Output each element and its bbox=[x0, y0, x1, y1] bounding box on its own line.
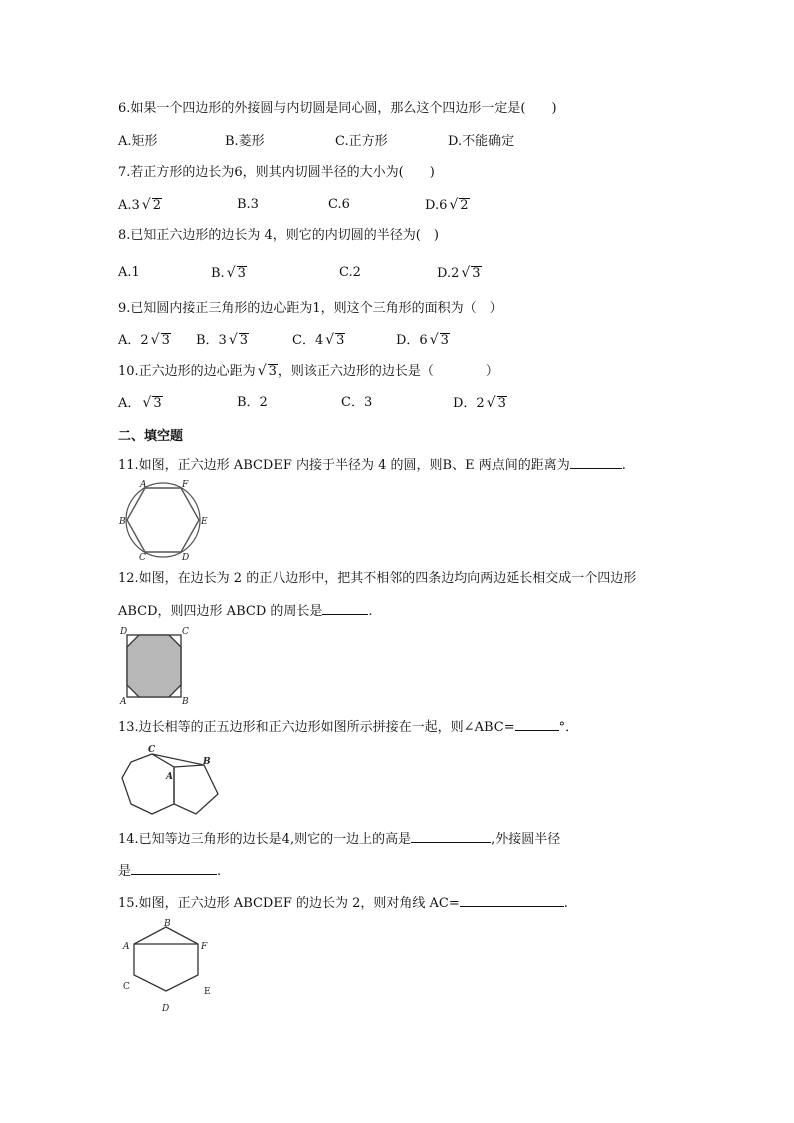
q12-label-a: A bbox=[120, 697, 127, 707]
q13-answer-blank[interactable] bbox=[515, 718, 559, 731]
q12-answer-blank[interactable] bbox=[322, 602, 368, 615]
q11-label-d: D bbox=[182, 553, 190, 563]
q10-option-a: A． √ 3 bbox=[118, 395, 162, 411]
q15-label-a: A bbox=[123, 942, 130, 952]
q7-option-d: D.6 √ 2 bbox=[425, 197, 469, 213]
q14-line2: 是 . bbox=[118, 864, 222, 879]
q6-option-c: C.正方形 bbox=[335, 134, 388, 149]
q9-option-b: B．3 √ 3 bbox=[196, 332, 249, 348]
q12-label-c: C bbox=[182, 627, 189, 637]
q6-stem: 6.如果一个四边形的外接圆与内切圆是同心圆，那么这个四边形一定是( ) bbox=[118, 101, 557, 116]
q12-figure bbox=[118, 626, 198, 706]
q7-stem: 7.若正方形的边长为6，则其内切圆半径的大小为( ) bbox=[118, 165, 435, 180]
q11-label-a: A bbox=[140, 480, 147, 490]
q8-option-d: D.2 √ 3 bbox=[437, 265, 481, 281]
q9-option-c: C．4 √ 3 bbox=[292, 332, 345, 348]
q7-option-c: C.6 bbox=[328, 197, 350, 212]
q7-option-b: B.3 bbox=[237, 197, 259, 212]
q11-stem: 11.如图，正六边形 ABCDEF 内接于半径为 4 的圆，则B、E 两点间的距离为 . bbox=[118, 458, 626, 473]
q8-option-c: C.2 bbox=[339, 265, 361, 280]
q11-label-b: B bbox=[119, 517, 126, 527]
q15-label-e: E bbox=[204, 987, 211, 997]
q6-option-d: D.不能确定 bbox=[448, 134, 515, 149]
q11-label-c: C bbox=[139, 553, 146, 563]
q10-option-b: B．2 bbox=[237, 395, 268, 410]
q12-label-d: D bbox=[120, 627, 128, 637]
q13-label-c: C bbox=[148, 745, 156, 755]
q11-label-e: E bbox=[201, 517, 208, 527]
q15-label-c: C bbox=[123, 982, 130, 992]
q8-option-b: B. √ 3 bbox=[211, 265, 246, 281]
q13-figure bbox=[118, 742, 228, 817]
q10-option-d: D．2 √ 3 bbox=[453, 395, 506, 411]
q14-line1: 14.已知等边三角形的边长是4,则它的一边上的高是 ,外接圆半径 bbox=[118, 832, 561, 847]
q15-figure bbox=[118, 918, 218, 1018]
q9-stem: 9.已知圆内接正三角形的边心距为1，则这个三角形的面积为（ ） bbox=[118, 301, 503, 316]
q14-height-blank[interactable] bbox=[411, 830, 491, 843]
q12-line1: 12.如图，在边长为 2 的正八边形中，把其不相邻的四条边均向两边延长相交成一个四边形 bbox=[118, 571, 637, 586]
q7-option-a: A.3 √ 2 bbox=[118, 197, 161, 213]
q15-label-f: F bbox=[201, 942, 208, 952]
q11-label-f: F bbox=[182, 480, 189, 490]
q9-option-a: A．2 √ 3 bbox=[118, 332, 170, 348]
q12-label-b: B bbox=[182, 697, 189, 707]
q13-stem: 13.边长相等的正五边形和正六边形如图所示拼接在一起，则∠ABC= °． bbox=[118, 720, 579, 735]
q10-option-c: C．3 bbox=[341, 395, 373, 410]
q15-stem: 15.如图，正六边形 ABCDEF 的边长为 2，则对角线 AC= . bbox=[118, 896, 568, 911]
q6-option-a: A.矩形 bbox=[118, 134, 158, 149]
q6-option-b: B.菱形 bbox=[225, 134, 265, 149]
q12-line2: ABCD，则四边形 ABCD 的周长是 . bbox=[118, 604, 373, 619]
q14-radius-blank[interactable] bbox=[131, 862, 217, 875]
q11-answer-blank[interactable] bbox=[570, 456, 622, 469]
q8-option-a: A.1 bbox=[118, 265, 140, 280]
q10-stem: 10.正六边形的边心距为 √ 3，则该正六边形的边长是（ ） bbox=[118, 363, 499, 379]
q15-answer-blank[interactable] bbox=[460, 894, 564, 907]
q9-option-d: D．6 √ 3 bbox=[396, 332, 449, 348]
q15-label-d: D bbox=[162, 1004, 170, 1014]
q15-label-b: B bbox=[164, 919, 171, 929]
section-heading-fill-in: 二、填空题 bbox=[118, 429, 184, 444]
q8-stem: 8.已知正六边形的边长为 4，则它的内切圆的半径为( ) bbox=[118, 228, 439, 243]
q13-label-b: B bbox=[203, 757, 211, 767]
q13-label-a: A bbox=[166, 772, 173, 782]
q11-figure bbox=[118, 478, 218, 563]
